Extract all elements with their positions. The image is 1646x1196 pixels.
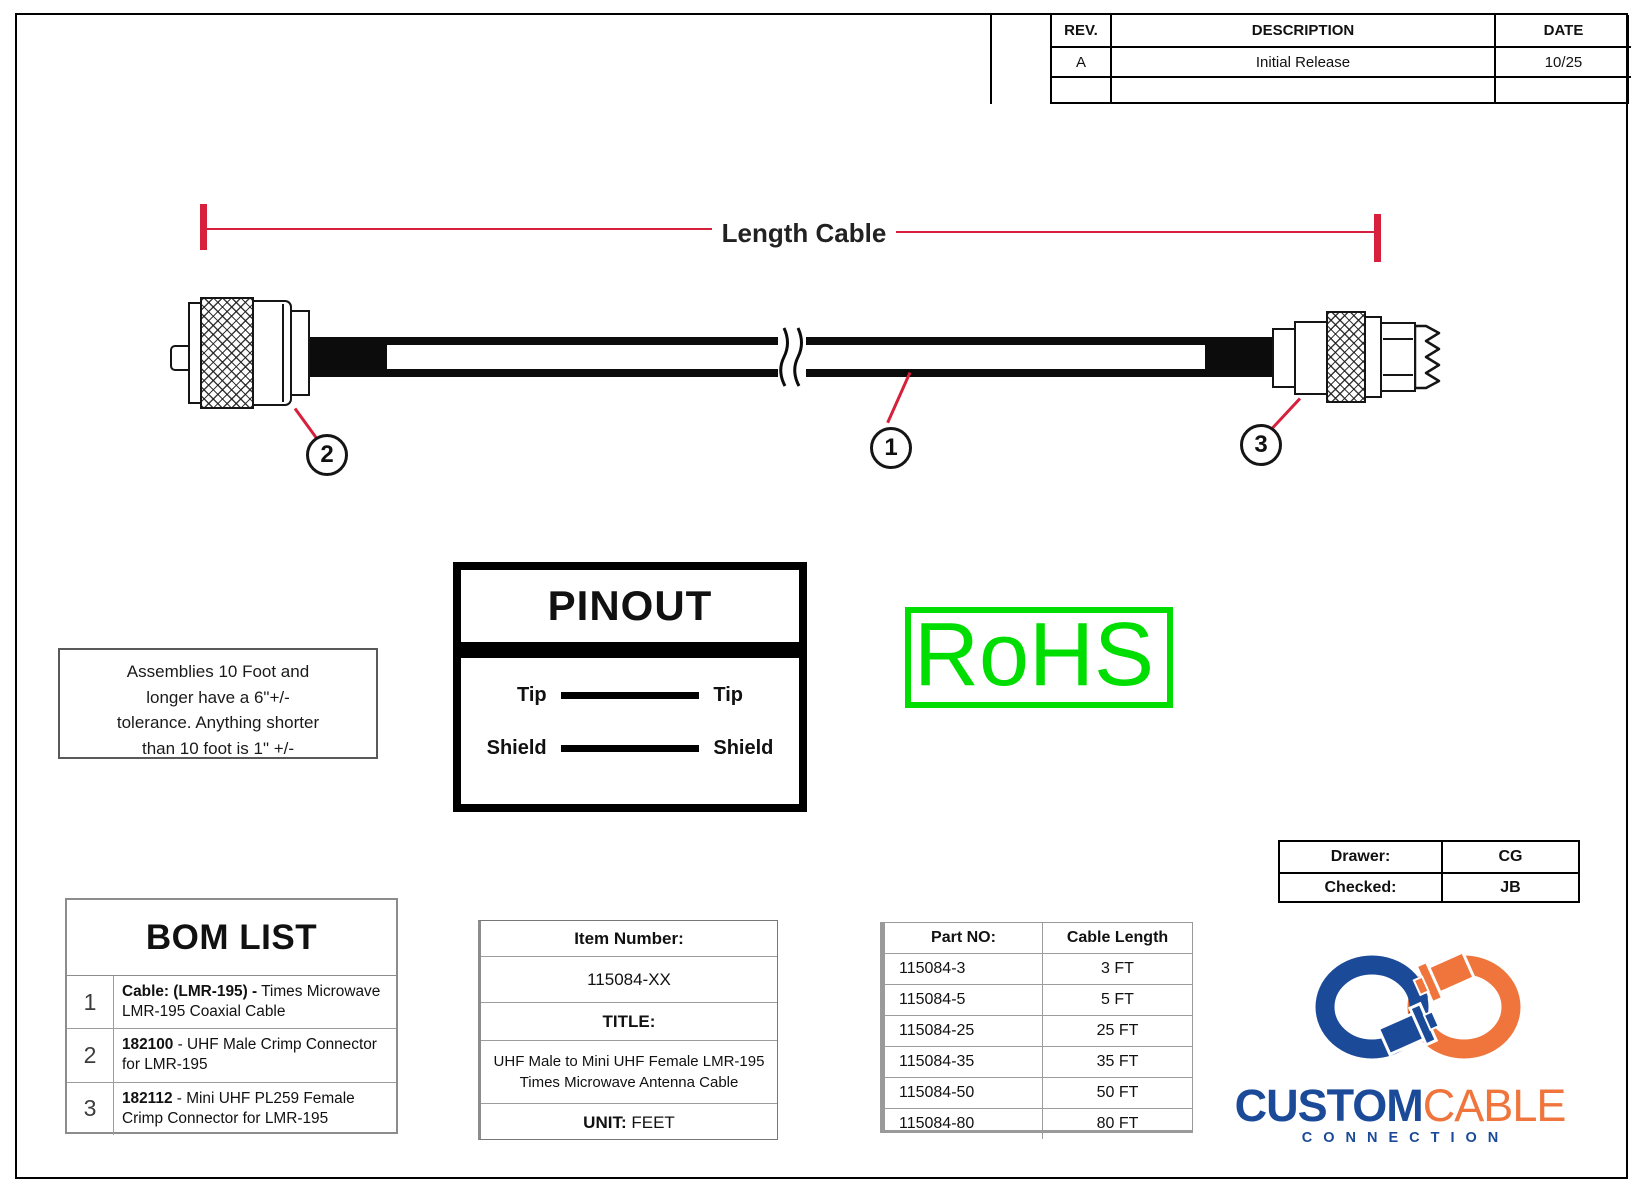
description-empty xyxy=(1112,78,1496,104)
pinout-divider xyxy=(461,642,799,658)
cable-length-cell: 3 FT xyxy=(1101,960,1134,977)
rohs-compliance-mark: RoHS xyxy=(905,607,1173,708)
pinout-shield-row xyxy=(461,737,799,760)
infinity-cable-logo-icon xyxy=(1312,943,1527,1075)
drawer-label: Drawer: xyxy=(1330,848,1391,865)
bom-row-1 xyxy=(67,976,396,1029)
pinout-tip-left-label: Tip xyxy=(517,684,547,706)
bom-table xyxy=(65,898,398,1134)
date-empty xyxy=(1496,78,1631,104)
description-value: Initial Release xyxy=(1112,48,1496,78)
dimension-line-right xyxy=(896,231,1376,233)
revision-table-edge-line xyxy=(990,15,992,104)
part-no-cell: 115084-35 xyxy=(885,1047,1043,1077)
date-header: DATE xyxy=(1496,15,1631,48)
logo-word-custom: CUSTOM xyxy=(1234,1080,1423,1131)
mini-uhf-body xyxy=(1380,322,1416,392)
item-title-value: UHF Male to Mini UHF Female LMR-195 Times Microwave Antenna Cable xyxy=(481,1041,777,1104)
checked-value: JB xyxy=(1441,872,1578,901)
dimension-tick-right xyxy=(1374,214,1381,262)
rev-header: REV. xyxy=(1052,15,1112,48)
logo-wordmark xyxy=(1218,1080,1582,1132)
bom-item-description: 182112 - Mini UHF PL259 Female Crimp Connector for LMR-195 xyxy=(122,1089,355,1127)
part-table-row xyxy=(885,954,1192,985)
item-info-box xyxy=(478,920,778,1140)
part-table-header xyxy=(885,923,1192,954)
tolerance-note xyxy=(58,648,378,759)
pinout-tip-row xyxy=(461,684,799,707)
pinout-shield-left-label: Shield xyxy=(486,737,547,759)
uhf-male-body xyxy=(252,300,292,406)
bom-item-number: 1 xyxy=(67,976,114,1028)
cable-length-cell: 25 FT xyxy=(1096,1022,1139,1039)
item-unit-row xyxy=(481,1104,777,1142)
mini-uhf-back-flange-2 xyxy=(1294,321,1328,395)
cable-length-cell: 80 FT xyxy=(1096,1115,1139,1132)
date-value: 10/25 xyxy=(1496,48,1631,78)
bom-item-description: 182100 - UHF Male Crimp Connector for LMR-195 xyxy=(122,1036,377,1074)
checked-label: Checked: xyxy=(1280,872,1441,901)
mini-uhf-back-flange-1 xyxy=(1272,328,1296,388)
pinout-box xyxy=(453,562,807,812)
bom-row-2 xyxy=(67,1029,396,1082)
rev-value: A xyxy=(1052,48,1112,78)
part-table-row xyxy=(885,1047,1192,1078)
cable-length-cell: 5 FT xyxy=(1101,991,1134,1008)
logo-word-cable: CABLE xyxy=(1422,1080,1566,1131)
part-no-cell: 115084-50 xyxy=(885,1078,1043,1108)
part-no-cell: 115084-5 xyxy=(885,985,1043,1015)
logo-word-connection: CONNECTION xyxy=(1301,1130,1510,1146)
balloon-item-2: 2 xyxy=(306,434,348,476)
mini-uhf-thread-icon xyxy=(1414,324,1442,390)
cable-length-cell: 50 FT xyxy=(1096,1084,1139,1101)
pinout-tip-right-label: Tip xyxy=(713,684,744,706)
item-number-value: 115084-XX xyxy=(481,957,777,1003)
tolerance-note-line2: longer have a 6"+/- xyxy=(146,687,290,707)
approval-table xyxy=(1278,840,1580,903)
dimension-line-left xyxy=(207,228,712,230)
shield-wire-line xyxy=(561,745,700,752)
part-table-row xyxy=(885,1109,1192,1139)
tolerance-note-line4: than 10 foot is 1" +/- xyxy=(141,738,295,758)
bom-row-3 xyxy=(67,1083,396,1135)
dimension-tick-left xyxy=(200,204,207,250)
part-table-row xyxy=(885,985,1192,1016)
part-no-cell: 115084-3 xyxy=(885,954,1043,984)
bom-title: BOM LIST xyxy=(67,900,396,976)
unit-label: UNIT: xyxy=(583,1113,627,1132)
part-table-row xyxy=(885,1078,1192,1109)
pinout-shield-right-label: Shield xyxy=(713,737,774,759)
uhf-male-step-ring xyxy=(290,310,310,396)
unit-value: FEET xyxy=(631,1113,675,1132)
cable-length-header: Cable Length xyxy=(1066,929,1169,946)
revision-table xyxy=(1050,15,1629,104)
balloon-item-1: 1 xyxy=(870,427,912,469)
item-title-label: TITLE: xyxy=(481,1003,777,1041)
tolerance-note-line3: tolerance. Anything shorter xyxy=(116,713,320,732)
pinout-title: PINOUT xyxy=(547,582,713,629)
uhf-male-knurled-shell xyxy=(200,297,254,409)
bom-item-description: Cable: (LMR-195) - Times Microwave LMR-195 Coaxial Cable xyxy=(122,983,381,1020)
cable-length-dimension-label: Length Cable xyxy=(721,218,887,248)
rev-empty xyxy=(1052,78,1112,104)
bom-item-number: 2 xyxy=(67,1029,114,1081)
part-table-row xyxy=(885,1016,1192,1047)
cable-break-icon xyxy=(770,327,814,387)
cable-length-cell: 35 FT xyxy=(1096,1053,1139,1070)
tip-wire-line xyxy=(561,692,700,699)
balloon-item-3: 3 xyxy=(1240,424,1282,466)
item-number-label: Item Number: xyxy=(481,921,777,957)
part-number-table xyxy=(880,922,1193,1133)
description-header: DESCRIPTION xyxy=(1112,15,1496,48)
tolerance-note-line1: Assemblies 10 Foot and xyxy=(126,662,310,681)
drawer-value: CG xyxy=(1441,842,1578,872)
part-no-cell: 115084-25 xyxy=(885,1016,1043,1046)
bom-item-number: 3 xyxy=(67,1083,114,1135)
part-no-cell: 115084-80 xyxy=(885,1109,1043,1139)
mini-uhf-knurled-shell xyxy=(1326,311,1366,403)
part-no-header: Part NO: xyxy=(885,923,1043,953)
